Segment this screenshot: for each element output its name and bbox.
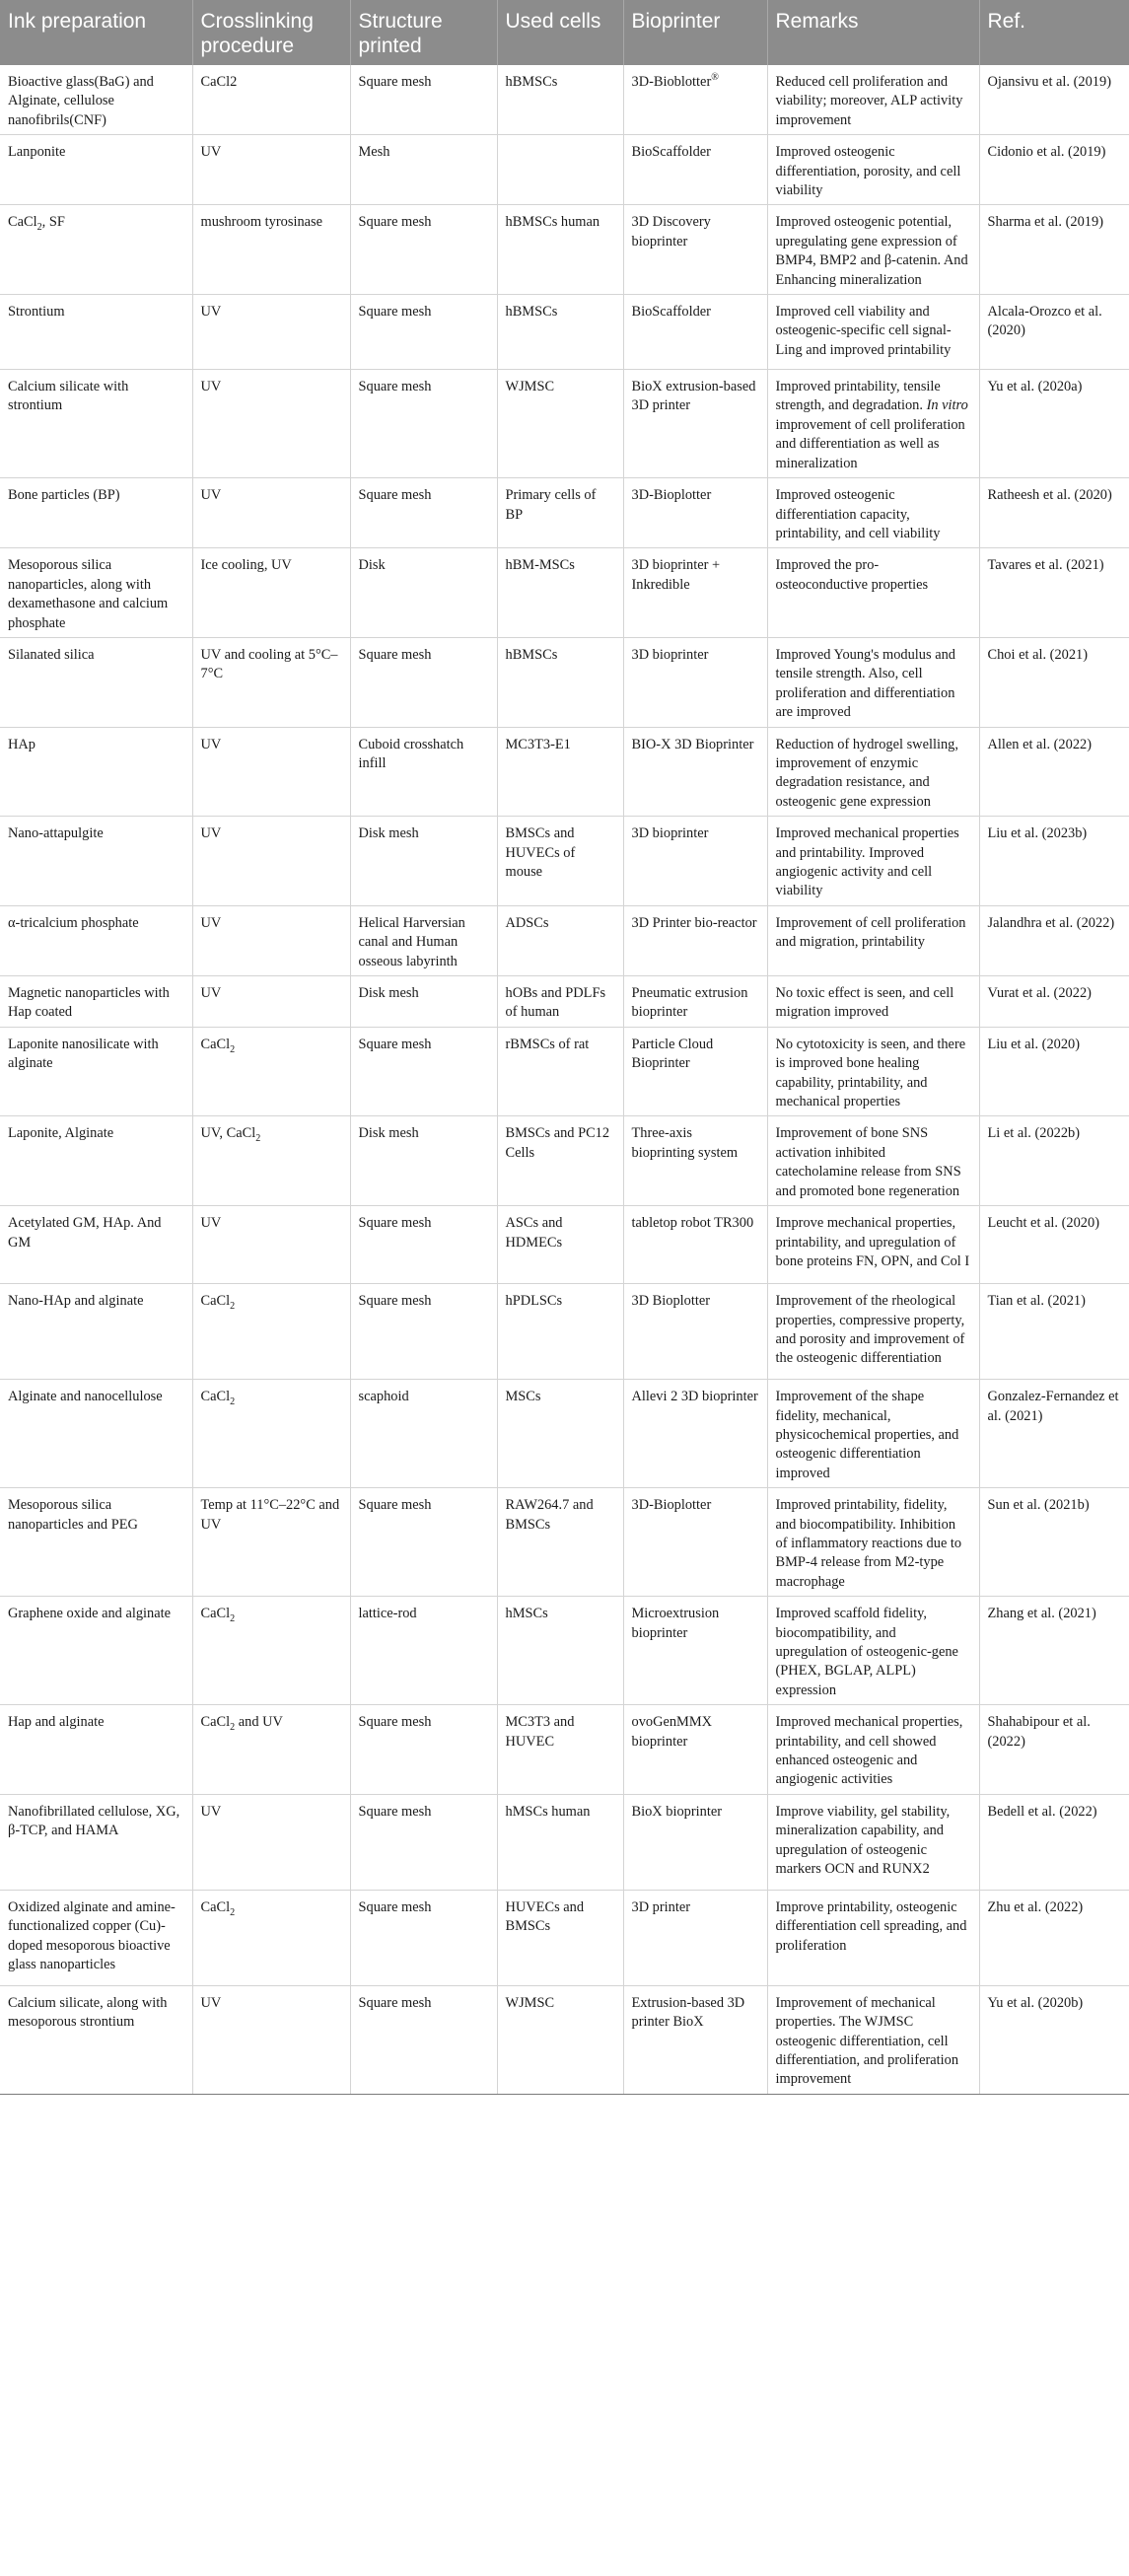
ref-cell: Yu et al. (2020b): [979, 1985, 1129, 2094]
bioprinter-cell: Particle Cloud Bioprinter: [623, 1027, 767, 1116]
bioprinter-cell: 3D Bioplotter: [623, 1284, 767, 1380]
ink-preparation-cell: Bioactive glass(BaG) and Alginate, cellulose nanofibrils(CNF): [0, 65, 192, 135]
used-cells-cell: ASCs and HDMECs: [497, 1206, 623, 1284]
used-cells-cell: MC3T3 and HUVEC: [497, 1705, 623, 1795]
bioprinter-cell: ovoGenMMX bioprinter: [623, 1705, 767, 1795]
crosslinking-cell: UV: [192, 295, 350, 370]
bioprinter-cell: 3D bioprinter + Inkredible: [623, 548, 767, 638]
used-cells-cell: BMSCs and PC12 Cells: [497, 1116, 623, 1206]
used-cells-cell: RAW264.7 and BMSCs: [497, 1488, 623, 1597]
table-row: [0, 1488, 1129, 1597]
table-row: [0, 817, 1129, 906]
table-row: [0, 727, 1129, 817]
structure-cell: lattice-rod: [350, 1597, 497, 1705]
ref-cell: Ratheesh et al. (2020): [979, 478, 1129, 548]
ref-cell: Leucht et al. (2020): [979, 1206, 1129, 1284]
table-row: [0, 1284, 1129, 1380]
structure-cell: Square mesh: [350, 478, 497, 548]
ref-cell: Gonzalez-Fernandez et al. (2021): [979, 1380, 1129, 1488]
ref-cell: Allen et al. (2022): [979, 727, 1129, 817]
table-row: [0, 976, 1129, 1028]
structure-cell: Disk mesh: [350, 976, 497, 1028]
ref-cell: Bedell et al. (2022): [979, 1794, 1129, 1890]
structure-cell: scaphoid: [350, 1380, 497, 1488]
remarks-cell: Improved osteogenic differentiation, porosity, and cell viability: [767, 135, 979, 205]
crosslinking-cell: UV: [192, 1206, 350, 1284]
remarks-cell: Improvement of the shape fidelity, mechanical, physicochemical properties, and osteogenic differentiation improved: [767, 1380, 979, 1488]
ref-cell: Choi et al. (2021): [979, 637, 1129, 727]
ink-preparation-cell: Hap and alginate: [0, 1705, 192, 1795]
ink-preparation-cell: Mesoporous silica nanoparticles, along with dexamethasone and calcium phosphate: [0, 548, 192, 638]
structure-cell: Square mesh: [350, 637, 497, 727]
bioprinter-cell: Three-axis bioprinting system: [623, 1116, 767, 1206]
header-crosslinking-procedure: Crosslinking procedure: [192, 0, 350, 65]
structure-cell: Disk: [350, 548, 497, 638]
bioprinter-cell: 3D Printer bio-reactor: [623, 905, 767, 975]
crosslinking-cell: UV: [192, 817, 350, 906]
bioprinter-cell: 3D-Bioplotter: [623, 1488, 767, 1597]
structure-cell: Square mesh: [350, 1027, 497, 1116]
table-row: [0, 295, 1129, 370]
crosslinking-cell: mushroom tyrosinase: [192, 205, 350, 295]
structure-cell: Square mesh: [350, 1284, 497, 1380]
ref-cell: Alcala-Orozco et al. (2020): [979, 295, 1129, 370]
used-cells-cell: hBMSCs: [497, 65, 623, 135]
ink-preparation-cell: Laponite nanosilicate with alginate: [0, 1027, 192, 1116]
used-cells-cell: hPDLSCs: [497, 1284, 623, 1380]
ink-preparation-cell: HAp: [0, 727, 192, 817]
structure-cell: Square mesh: [350, 1206, 497, 1284]
table-row: [0, 1380, 1129, 1488]
ref-cell: Ojansivu et al. (2019): [979, 65, 1129, 135]
crosslinking-cell: UV: [192, 135, 350, 205]
table-row: [0, 65, 1129, 135]
used-cells-cell: hBMSCs: [497, 637, 623, 727]
ref-cell: Zhang et al. (2021): [979, 1597, 1129, 1705]
crosslinking-cell: CaCl$_2$: [192, 1380, 350, 1488]
table-row: [0, 205, 1129, 295]
bioprinter-cell: 3D-Bioblotter®: [623, 65, 767, 135]
header-ref: Ref.: [979, 0, 1129, 65]
used-cells-cell: hBM-MSCs: [497, 548, 623, 638]
table-body: [0, 65, 1129, 2094]
table-header: [0, 0, 1129, 65]
header-row: [0, 0, 1129, 65]
ref-cell: Liu et al. (2020): [979, 1027, 1129, 1116]
table-row: [0, 1206, 1129, 1284]
header-remarks: Remarks: [767, 0, 979, 65]
structure-cell: Mesh: [350, 135, 497, 205]
bioprinter-cell: BioX extrusion-based 3D printer: [623, 370, 767, 478]
structure-cell: Cuboid crosshatch infill: [350, 727, 497, 817]
header-ink-preparation: Ink preparation: [0, 0, 192, 65]
remarks-cell: No toxic effect is seen, and cell migration improved: [767, 976, 979, 1028]
ref-cell: Jalandhra et al. (2022): [979, 905, 1129, 975]
remarks-cell: Improve viability, gel stability, mineralization capability, and upregulation of osteogenic markers OCN and RUNX2: [767, 1794, 979, 1890]
structure-cell: Disk mesh: [350, 817, 497, 906]
bioprinter-cell: 3D Discovery bioprinter: [623, 205, 767, 295]
ink-preparation-cell: Nano-HAp and alginate: [0, 1284, 192, 1380]
header-bioprinter: Bioprinter: [623, 0, 767, 65]
structure-cell: Square mesh: [350, 65, 497, 135]
ink-preparation-cell: Magnetic nanoparticles with Hap coated: [0, 976, 192, 1028]
ink-preparation-cell: Calcium silicate, along with mesoporous strontium: [0, 1985, 192, 2094]
used-cells-cell: ADSCs: [497, 905, 623, 975]
ref-cell: Cidonio et al. (2019): [979, 135, 1129, 205]
used-cells-cell: [497, 135, 623, 205]
used-cells-cell: MC3T3-E1: [497, 727, 623, 817]
table-row: [0, 548, 1129, 638]
ref-cell: Vurat et al. (2022): [979, 976, 1129, 1028]
remarks-cell: Improved scaffold fidelity, biocompatibility, and upregulation of osteogenic-gene (PHEX, BGLAP, ALPL) expression: [767, 1597, 979, 1705]
remarks-cell: Improve mechanical properties, printability, and upregulation of bone proteins FN, OPN, and Col I: [767, 1206, 979, 1284]
ref-cell: Shahabipour et al. (2022): [979, 1705, 1129, 1795]
ink-preparation-cell: Bone particles (BP): [0, 478, 192, 548]
remarks-cell: Improved osteogenic potential, upregulating gene expression of BMP4, BMP2 and β-catenin. And Enhancing mineralization: [767, 205, 979, 295]
remarks-cell: No cytotoxicity is seen, and there is improved bone healing capability, printability, and mechanical properties: [767, 1027, 979, 1116]
structure-cell: Square mesh: [350, 1890, 497, 1985]
table-row: [0, 1116, 1129, 1206]
remarks-cell: Improved mechanical properties and printability. Improved angiogenic activity and cell viability: [767, 817, 979, 906]
table-row: [0, 135, 1129, 205]
crosslinking-cell: Ice cooling, UV: [192, 548, 350, 638]
remarks-cell: Improved Young's modulus and tensile strength. Also, cell proliferation and differentiation are improved: [767, 637, 979, 727]
crosslinking-cell: UV: [192, 1794, 350, 1890]
ref-cell: Sun et al. (2021b): [979, 1488, 1129, 1597]
crosslinking-cell: UV: [192, 976, 350, 1028]
ref-cell: Tavares et al. (2021): [979, 548, 1129, 638]
crosslinking-cell: CaCl$_2$: [192, 1890, 350, 1985]
crosslinking-cell: UV: [192, 478, 350, 548]
bioprinter-cell: 3D printer: [623, 1890, 767, 1985]
used-cells-cell: Primary cells of BP: [497, 478, 623, 548]
used-cells-cell: HUVECs and BMSCs: [497, 1890, 623, 1985]
table-row: [0, 905, 1129, 975]
bioprinter-cell: Allevi 2 3D bioprinter: [623, 1380, 767, 1488]
ink-preparation-cell: Strontium: [0, 295, 192, 370]
remarks-cell: Improved cell viability and osteogenic-specific cell signal-Ling and improved printability: [767, 295, 979, 370]
used-cells-cell: hBMSCs human: [497, 205, 623, 295]
remarks-cell: Improvement of mechanical properties. The WJMSC osteogenic differentiation, cell differentiation, and proliferation improvement: [767, 1985, 979, 2094]
header-used-cells: Used cells: [497, 0, 623, 65]
ink-preparation-cell: Nano-attapulgite: [0, 817, 192, 906]
ref-cell: Zhu et al. (2022): [979, 1890, 1129, 1985]
structure-cell: Disk mesh: [350, 1116, 497, 1206]
structure-cell: Helical Harversian canal and Human osseous labyrinth: [350, 905, 497, 975]
crosslinking-cell: CaCl2: [192, 65, 350, 135]
bioprinter-cell: 3D-Bioplotter: [623, 478, 767, 548]
ref-cell: Tian et al. (2021): [979, 1284, 1129, 1380]
bioprinter-cell: Extrusion-based 3D printer BioX: [623, 1985, 767, 2094]
ink-preparation-cell: Calcium silicate with strontium: [0, 370, 192, 478]
structure-cell: Square mesh: [350, 1705, 497, 1795]
structure-cell: Square mesh: [350, 1985, 497, 2094]
remarks-cell: Improved printability, fidelity, and biocompatibility. Inhibition of inflammatory reactions due to BMP-4 release from M2-type macrophage: [767, 1488, 979, 1597]
structure-cell: Square mesh: [350, 1794, 497, 1890]
ref-cell: Sharma et al. (2019): [979, 205, 1129, 295]
structure-cell: Square mesh: [350, 295, 497, 370]
used-cells-cell: MSCs: [497, 1380, 623, 1488]
used-cells-cell: WJMSC: [497, 370, 623, 478]
bioprinter-cell: 3D bioprinter: [623, 817, 767, 906]
bioprinter-cell: BioScaffolder: [623, 135, 767, 205]
ink-preparation-cell: Nanofibrillated cellulose, XG, β-TCP, and HAMA: [0, 1794, 192, 1890]
remarks-cell: Improved the pro-osteoconductive properties: [767, 548, 979, 638]
table-row: [0, 1985, 1129, 2094]
ink-preparation-cell: Laponite, Alginate: [0, 1116, 192, 1206]
ink-preparation-cell: α-tricalcium phosphate: [0, 905, 192, 975]
crosslinking-cell: UV: [192, 727, 350, 817]
used-cells-cell: hMSCs human: [497, 1794, 623, 1890]
ink-preparation-cell: Lanponite: [0, 135, 192, 205]
bioprinter-cell: tabletop robot TR300: [623, 1206, 767, 1284]
used-cells-cell: rBMSCs of rat: [497, 1027, 623, 1116]
ref-cell: Li et al. (2022b): [979, 1116, 1129, 1206]
ink-preparation-cell: Mesoporous silica nanoparticles and PEG: [0, 1488, 192, 1597]
remarks-cell: Reduced cell proliferation and viability; moreover, ALP activity improvement: [767, 65, 979, 135]
remarks-cell: Improvement of the rheological properties, compressive property, and porosity and improvement of the osteogenic differentiation: [767, 1284, 979, 1380]
bioprinter-cell: BioScaffolder: [623, 295, 767, 370]
crosslinking-cell: UV and cooling at 5°C–7°C: [192, 637, 350, 727]
remarks-cell: Improved printability, tensile strength, and degradation. In vitro improvement of cell proliferation and differentiation as well as mineralization: [767, 370, 979, 478]
structure-cell: Square mesh: [350, 1488, 497, 1597]
bioprinter-cell: 3D bioprinter: [623, 637, 767, 727]
ref-cell: Yu et al. (2020a): [979, 370, 1129, 478]
structure-cell: Square mesh: [350, 205, 497, 295]
bioprinter-cell: Microextrusion bioprinter: [623, 1597, 767, 1705]
used-cells-cell: hOBs and PDLFs of human: [497, 976, 623, 1028]
remarks-cell: Improved mechanical properties, printability, and cell showed enhanced osteogenic and angiogenic activities: [767, 1705, 979, 1795]
table-row: [0, 637, 1129, 727]
structure-cell: Square mesh: [350, 370, 497, 478]
remarks-cell: Improved osteogenic differentiation capacity, printability, and cell viability: [767, 478, 979, 548]
ink-preparation-cell: CaCl$_2$, SF: [0, 205, 192, 295]
bioprinter-cell: BIO-X 3D Bioprinter: [623, 727, 767, 817]
remarks-cell: Reduction of hydrogel swelling, improvement of enzymic degradation resistance, and osteogenic gene expression: [767, 727, 979, 817]
table-row: [0, 1027, 1129, 1116]
bioprinter-cell: Pneumatic extrusion bioprinter: [623, 976, 767, 1028]
remarks-cell: Improve printability, osteogenic differentiation cell spreading, and proliferation: [767, 1890, 979, 1985]
crosslinking-cell: CaCl$_2$: [192, 1284, 350, 1380]
ink-preparation-cell: Oxidized alginate and amine-functionalized copper (Cu)-doped mesoporous bioactive glass nanoparticles: [0, 1890, 192, 1985]
crosslinking-cell: CaCl$_2$ and UV: [192, 1705, 350, 1795]
crosslinking-cell: UV: [192, 905, 350, 975]
table-row: [0, 478, 1129, 548]
ink-preparation-cell: Acetylated GM, HAp. And GM: [0, 1206, 192, 1284]
crosslinking-cell: Temp at 11°C–22°C and UV: [192, 1488, 350, 1597]
remarks-cell: Improvement of bone SNS activation inhibited catecholamine release from SNS and promoted bone regeneration: [767, 1116, 979, 1206]
ref-cell: Liu et al. (2023b): [979, 817, 1129, 906]
crosslinking-cell: UV, CaCl$_2$: [192, 1116, 350, 1206]
bioprinter-cell: BioX bioprinter: [623, 1794, 767, 1890]
used-cells-cell: hMSCs: [497, 1597, 623, 1705]
crosslinking-cell: CaCl$_2$: [192, 1597, 350, 1705]
table-row: [0, 370, 1129, 478]
used-cells-cell: hBMSCs: [497, 295, 623, 370]
ink-preparation-cell: Alginate and nanocellulose: [0, 1380, 192, 1488]
crosslinking-cell: CaCl$_2$: [192, 1027, 350, 1116]
crosslinking-cell: UV: [192, 370, 350, 478]
ink-preparation-cell: Silanated silica: [0, 637, 192, 727]
table-row: [0, 1705, 1129, 1795]
used-cells-cell: WJMSC: [497, 1985, 623, 2094]
remarks-cell: Improvement of cell proliferation and migration, printability: [767, 905, 979, 975]
ink-preparation-cell: Graphene oxide and alginate: [0, 1597, 192, 1705]
header-structure-printed: Structure printed: [350, 0, 497, 65]
table-row: [0, 1597, 1129, 1705]
crosslinking-cell: UV: [192, 1985, 350, 2094]
table-row: [0, 1890, 1129, 1985]
used-cells-cell: BMSCs and HUVECs of mouse: [497, 817, 623, 906]
table-row: [0, 1794, 1129, 1890]
